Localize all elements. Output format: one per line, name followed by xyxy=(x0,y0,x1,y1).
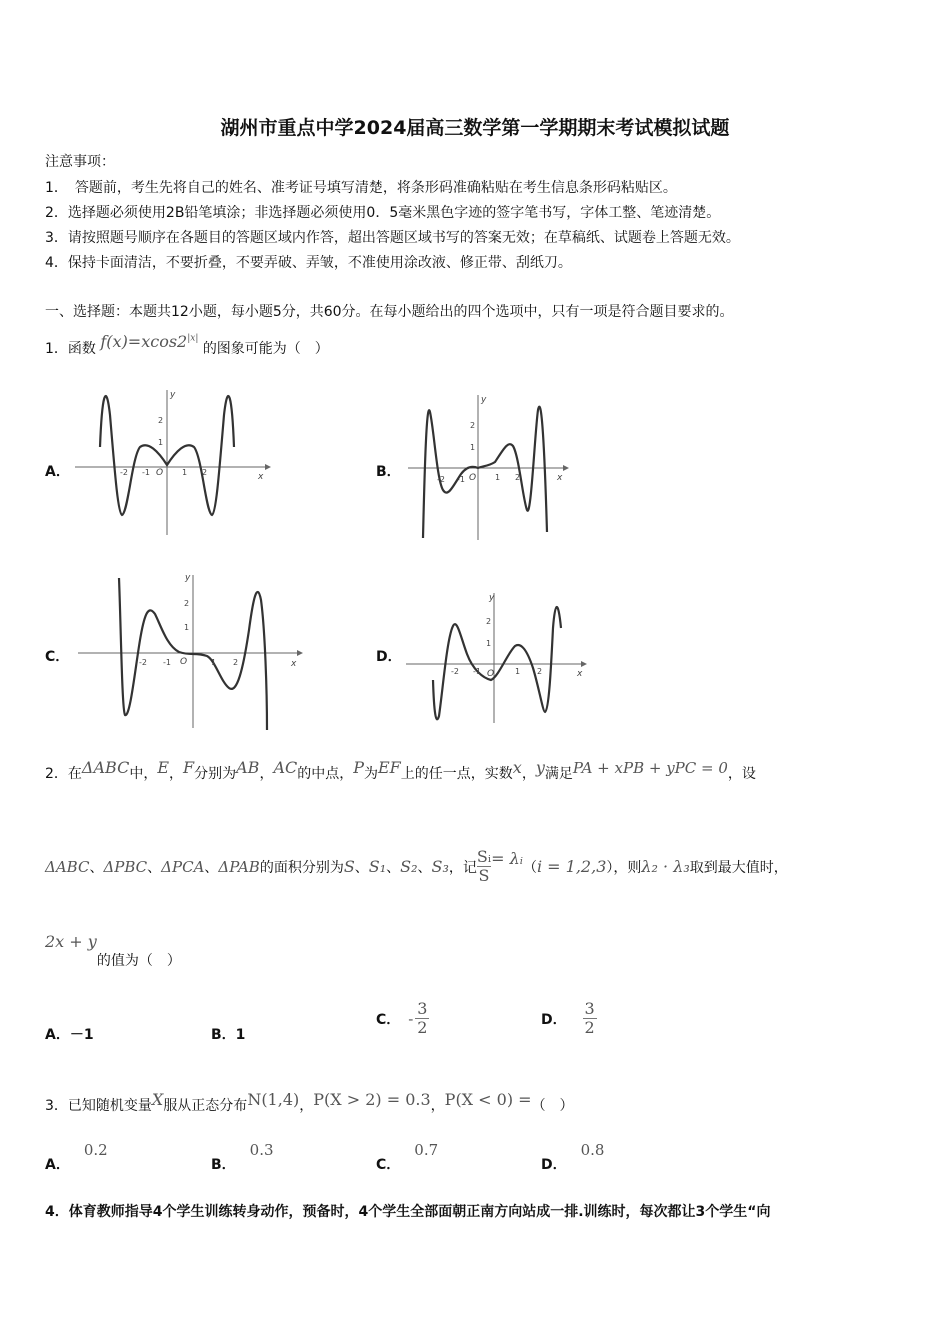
axis-label: x xyxy=(557,473,563,483)
q1-option-a-label: A． xyxy=(45,464,70,480)
tick-label: 1 xyxy=(158,438,164,447)
q1-option-d-label: D． xyxy=(376,649,402,665)
curve-b xyxy=(423,407,547,538)
tick-label: -2 xyxy=(451,667,459,676)
tick-label: -1 xyxy=(142,468,150,477)
origin-label: O xyxy=(156,468,164,478)
q2-option-d: D． $\frac{3}{2}$ xyxy=(541,999,595,1037)
q1-option-c-label: C． xyxy=(45,649,70,665)
tick-label: -1 xyxy=(457,475,465,484)
tick-label: 1 xyxy=(184,623,190,632)
question-2-line-1: 2．在ΔABC中，E，F分别为AB，AC的中点，P为EF上的任一点，实数x，y满足PA + xPB + yPC = 0，设 xyxy=(45,758,756,782)
tick-label: 2 xyxy=(470,421,476,430)
tick-label: -2 xyxy=(139,658,147,667)
graph-a xyxy=(70,385,275,545)
notice-item: 2．选择题必须使用2B铅笔填涂；非选择题必须使用0．5毫米黑色字迹的签字笔书写，字体工整、笔迹清楚。 xyxy=(45,205,721,221)
question-2-line-2: ΔABC 、 ΔPBC 、 ΔPCA 、 ΔPAB 的面积分别为 S 、 S₁ 、 S₂ 、 S₃ ，记 $\frac{\text{Sᵢ}}{S}$ = λᵢ （ i = 1,2,3 ），则 λ₂ · λ₃ 取到最大值时， xyxy=(45,847,788,885)
notice-item: 1． 答题前，考生先将自己的姓名、准考证号填写清楚，将条形码准确粘贴在考生信息条形码粘贴区。 xyxy=(45,180,677,196)
axis-label: x xyxy=(258,472,264,482)
q2-fraction: $\frac{\text{Sᵢ}}{S}$ xyxy=(476,847,492,885)
tick-label: 1 xyxy=(211,658,217,667)
tick-label: 2 xyxy=(537,667,543,676)
axis-label: y xyxy=(170,390,176,400)
axis-label: x xyxy=(577,669,583,679)
axis-label: y xyxy=(481,395,487,405)
tick-label: 2 xyxy=(184,599,190,608)
question-2-line-3: 2x + y的值为（ ） xyxy=(45,932,181,969)
q3-option-b: B．0.3 xyxy=(211,1141,274,1173)
question-3: 3．已知随机变量X服从正态分布N(1,4)，P(X > 2) = 0.3，P(X < 0) =（ ） xyxy=(45,1090,574,1114)
q2-option-c: C． - $\frac{3}{2}$ xyxy=(376,999,428,1037)
tick-label: 1 xyxy=(495,473,501,482)
tick-label: 2 xyxy=(202,468,208,477)
question-4: 4．体育教师指导4个学生训练转身动作，预备时，4个学生全部面朝正南方向站成一排.训练时，每次都让3个学生“向 xyxy=(45,1204,771,1220)
tick-label: 2 xyxy=(158,416,164,425)
graph-d xyxy=(403,588,593,728)
q3-option-a: A．0.2 xyxy=(45,1141,108,1173)
tick-label: -2 xyxy=(437,475,445,484)
q1-option-b-label: B． xyxy=(376,464,401,480)
axis-label: x xyxy=(291,659,297,669)
tick-label: -1 xyxy=(163,658,171,667)
q3-option-d: D．0.8 xyxy=(541,1141,605,1173)
tick-label: 2 xyxy=(515,473,521,482)
graph-c xyxy=(75,570,305,735)
q1-suffix: 的图象可能为（ ） xyxy=(202,341,329,357)
tick-label: 2 xyxy=(486,617,492,626)
q2-option-b: B．1 xyxy=(211,1027,246,1043)
tick-label: 1 xyxy=(486,639,492,648)
q1-formula: $f(x)=xcos2^{|x|}$ xyxy=(100,332,199,351)
question-1 xyxy=(45,332,329,358)
q1-prefix: 1．函数 xyxy=(45,341,96,357)
page-title: 湖州市重点中学2024届高三数学第一学期期末考试模拟试题 xyxy=(220,117,730,139)
origin-label: O xyxy=(180,657,188,667)
tick-label: 2 xyxy=(233,658,239,667)
notice-heading: 注意事项： xyxy=(45,154,115,170)
tick-label: -1 xyxy=(473,667,481,676)
graph-b xyxy=(403,390,578,545)
notice-item: 3．请按照题号顺序在各题目的答题区域内作答，超出答题区域书写的答案无效；在草稿纸、试题卷上答题无效。 xyxy=(45,230,740,246)
tick-label: 1 xyxy=(515,667,521,676)
tick-label: 1 xyxy=(470,443,476,452)
q2-option-a: A．－1 xyxy=(45,1027,94,1043)
notice-item: 4．保持卡面清洁，不要折叠，不要弄破、弄皱，不准使用涂改液、修正带、刮纸刀。 xyxy=(45,255,572,271)
tick-label: 1 xyxy=(182,468,188,477)
origin-label: O xyxy=(487,669,495,679)
origin-label: O xyxy=(469,473,477,483)
section-heading: 一、选择题：本题共12小题，每小题5分，共60分。在每小题给出的四个选项中，只有一项是符合题目要求的。 xyxy=(45,304,734,320)
curve-d xyxy=(433,607,561,719)
axis-label: y xyxy=(489,593,495,603)
axis-label: y xyxy=(185,573,191,583)
tick-label: -2 xyxy=(120,468,128,477)
q3-option-c: C．0.7 xyxy=(376,1141,439,1173)
